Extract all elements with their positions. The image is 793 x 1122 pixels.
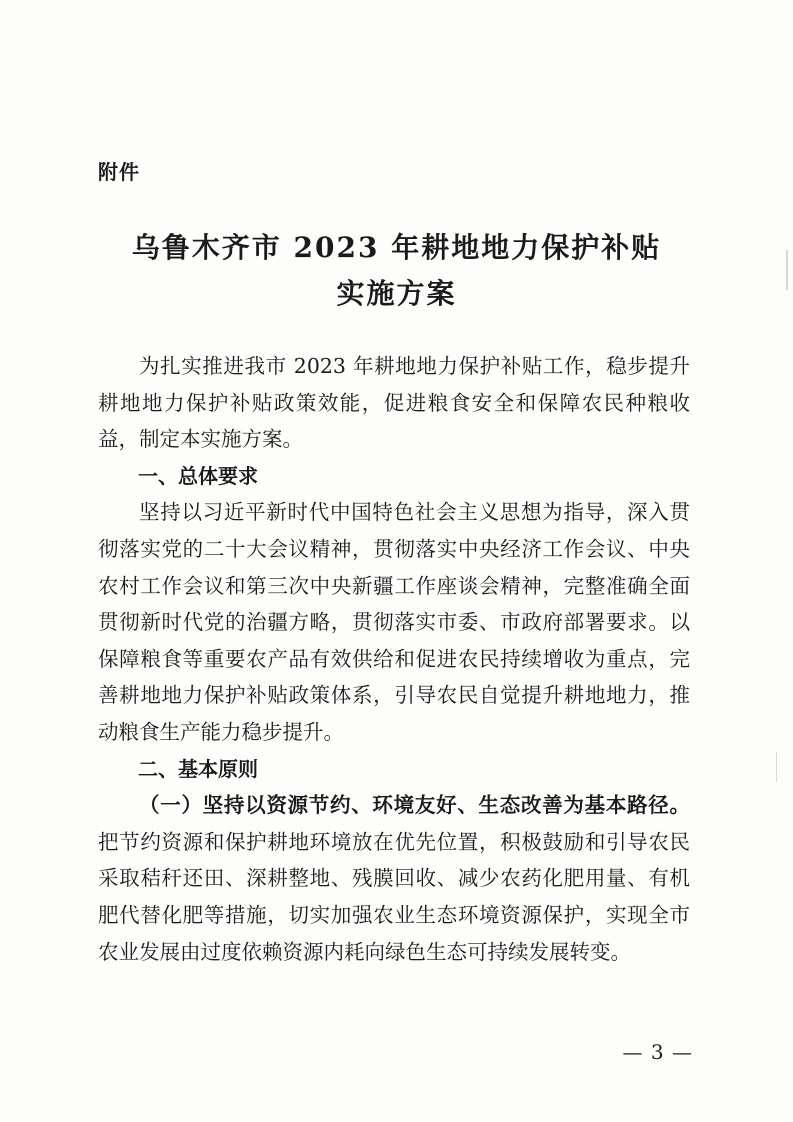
principle-1-body: 把节约资源和保护耕地环境放在优先位置，积极鼓励和引导农民采取秸秆还田、深耕整地、残膜回收、减少农药化肥用量、有机肥代替化肥等措施，切实加强农业生态环境资源保护，实现全市农业发展由过度依赖资源内耗向绿色生态可持续发展转变。 [98, 829, 690, 964]
section-heading-general-requirements: 一、总体要求 [138, 463, 258, 488]
document-body [98, 348, 690, 970]
general-requirements-paragraph: 坚持以习近平新时代中国特色社会主义思想为指导，深入贯彻落实党的二十大会议精神，贯彻落实中央经济工作会议、中央农村工作会议和第三次中央新疆工作座谈会精神，完整准确全面贯彻新时代党的治疆方略，贯彻落实市委、市政府部署要求。以保障粮食等重要农产品有效供给和促进农民持续增收为重点，完善耕地地力保护补贴政策体系，引导农民自觉提升耕地地力，推动粮食生产能力稳步提升。 [98, 500, 690, 744]
page-number: — 3 — [622, 1040, 693, 1064]
intro-paragraph: 为扎实推进我市 2023 年耕地地力保护补贴工作，稳步提升耕地地力保护补贴政策效能，促进粮食安全和保障农民种粮收益，制定本实施方案。 [98, 354, 690, 452]
document-title-line-1: 乌鲁木齐市 2023 年耕地地力保护补贴 [131, 231, 662, 264]
principle-1-lead: （一）坚持以资源节约、环境友好、生态改善为基本路径。 [139, 793, 690, 818]
scan-edge-mark [776, 752, 777, 782]
scan-edge-mark [786, 250, 788, 290]
section-heading-basic-principles: 二、基本原则 [138, 756, 258, 781]
document-title-line-2: 实施方案 [336, 277, 457, 310]
attachment-label: 附件 [98, 160, 140, 184]
principle-1-paragraph [98, 787, 690, 970]
